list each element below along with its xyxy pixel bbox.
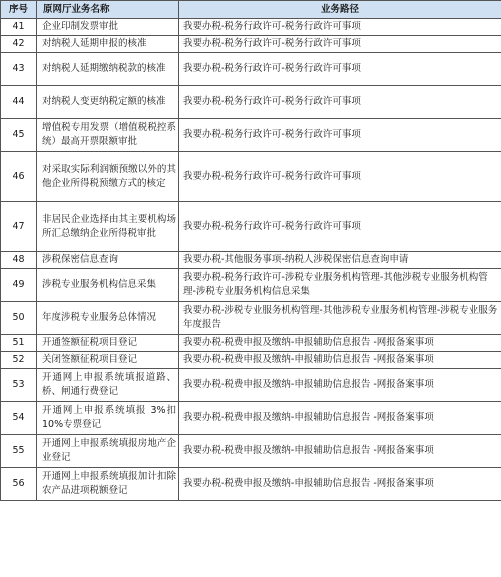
row-number: 53 (1, 369, 37, 402)
row-number: 56 (1, 468, 37, 501)
table-row (1, 468, 501, 501)
row-business-path: 我要办税-税费申报及缴纳-申报辅助信息报告 -网报备案事项 (179, 369, 501, 402)
header-number: 序号 (1, 1, 37, 19)
row-business-path: 我要办税-税务行政许可-税务行政许可事项 (179, 86, 501, 119)
table-row (1, 435, 501, 468)
table-row (1, 86, 501, 119)
row-business-path: 我要办税-税务行政许可-税务行政许可事项 (179, 53, 501, 86)
row-number: 54 (1, 402, 37, 435)
table-row (1, 53, 501, 86)
row-number: 49 (1, 269, 37, 302)
row-business-name: 关闭签额征税项目登记 (37, 352, 179, 369)
table-row (1, 152, 501, 202)
row-business-path: 我要办税-税务行政许可-涉税专业服务机构管理-其他涉税专业服务机构管理-涉税专业服务机构信息采集 (179, 269, 501, 302)
row-number: 41 (1, 19, 37, 36)
row-business-name: 开通网上申报系统填报房地产企业登记 (37, 435, 179, 468)
table-row (1, 402, 501, 435)
row-number: 55 (1, 435, 37, 468)
table-row (1, 36, 501, 53)
row-number: 43 (1, 53, 37, 86)
table-row (1, 369, 501, 402)
table-row (1, 335, 501, 352)
row-business-name: 对纳税人变更纳税定额的核准 (37, 86, 179, 119)
row-business-path: 我要办税-税费申报及缴纳-申报辅助信息报告 -网报备案事项 (179, 352, 501, 369)
row-business-path: 我要办税-税费申报及缴纳-申报辅助信息报告 -网报备案事项 (179, 402, 501, 435)
table-row (1, 19, 501, 36)
row-number: 42 (1, 36, 37, 53)
header-row (1, 1, 501, 19)
table-row (1, 352, 501, 369)
row-number: 51 (1, 335, 37, 352)
row-number: 52 (1, 352, 37, 369)
row-number: 48 (1, 252, 37, 269)
row-business-name: 开通网上申报系统填报 3%扣 10%专票登记 (37, 402, 179, 435)
row-business-path: 我要办税-税务行政许可-税务行政许可事项 (179, 36, 501, 53)
table-row (1, 269, 501, 302)
row-business-name: 增值税专用发票（增值税税控系统）最高开票限额审批 (37, 119, 179, 152)
row-business-name: 涉税保密信息查询 (37, 252, 179, 269)
row-number: 46 (1, 152, 37, 202)
row-business-path: 我要办税-税务行政许可-税务行政许可事项 (179, 202, 501, 252)
row-number: 45 (1, 119, 37, 152)
row-business-name: 年度涉税专业服务总体情况 (37, 302, 179, 335)
row-business-name: 对纳税人延期申报的核准 (37, 36, 179, 53)
row-business-path: 我要办税-涉税专业服务机构管理-其他涉税专业服务机构管理-涉税专业服务年度报告 (179, 302, 501, 335)
table-row (1, 252, 501, 269)
row-business-path: 我要办税-税费申报及缴纳-申报辅助信息报告 -网报备案事项 (179, 468, 501, 501)
row-business-name: 对纳税人延期缴纳税款的核准 (37, 53, 179, 86)
row-number: 44 (1, 86, 37, 119)
table-row (1, 202, 501, 252)
header-business-name: 原网厅业务名称 (37, 1, 179, 19)
row-business-name: 对采取实际利润额预缴以外的其他企业所得税预缴方式的核定 (37, 152, 179, 202)
row-business-path: 我要办税-税务行政许可-税务行政许可事项 (179, 119, 501, 152)
row-business-name: 非居民企业选择由其主要机构场所汇总缴纳企业所得税审批 (37, 202, 179, 252)
row-number: 47 (1, 202, 37, 252)
row-business-name: 开通签额征税项目登记 (37, 335, 179, 352)
table-row (1, 302, 501, 335)
row-business-path: 我要办税-税务行政许可-税务行政许可事项 (179, 19, 501, 36)
row-business-name: 企业印制发票审批 (37, 19, 179, 36)
row-business-name: 涉税专业服务机构信息采集 (37, 269, 179, 302)
row-business-path: 我要办税-税务行政许可-税务行政许可事项 (179, 152, 501, 202)
row-business-path: 我要办税-其他服务事项-纳税人涉税保密信息查询申请 (179, 252, 501, 269)
table-row (1, 119, 501, 152)
row-business-path: 我要办税-税费申报及缴纳-申报辅助信息报告 -网报备案事项 (179, 335, 501, 352)
row-business-name: 开通网上申报系统填报道路、桥、闸通行费登记 (37, 369, 179, 402)
row-business-name: 开通网上申报系统填报加计扣除农产品进项税额登记 (37, 468, 179, 501)
header-business-path: 业务路径 (179, 1, 501, 19)
row-number: 50 (1, 302, 37, 335)
row-business-path: 我要办税-税费申报及缴纳-申报辅助信息报告 -网报备案事项 (179, 435, 501, 468)
